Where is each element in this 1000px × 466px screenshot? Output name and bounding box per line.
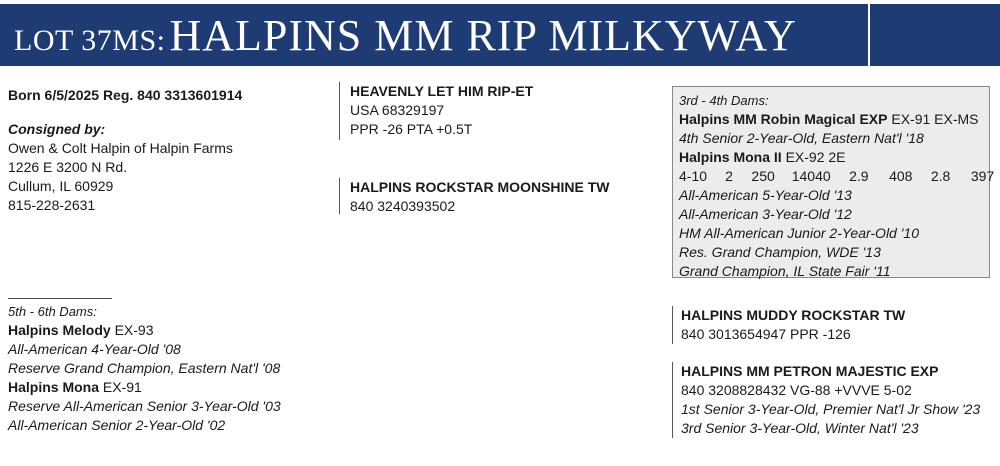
dam6-award: All-American Senior 2-Year-Old '02	[8, 417, 226, 433]
consignor-line: Owen & Colt Halpin of Halpin Farms	[8, 140, 233, 156]
dam4-award: All-American 5-Year-Old '13	[679, 187, 852, 203]
dam5-award: All-American 4-Year-Old '08	[8, 341, 181, 357]
dams-5-6-label: 5th - 6th Dams:	[8, 304, 97, 319]
perf-fat-pct: 2.9	[849, 168, 869, 184]
dam4-award: Grand Champion, IL State Fair '11	[679, 263, 891, 279]
dams-3-4	[672, 86, 995, 279]
dam4-production	[679, 167, 995, 186]
sire-name: HEAVENLY LET HIM RIP-ET	[350, 83, 534, 99]
dam5-score: EX-93	[110, 322, 154, 338]
perf-pro: 397	[970, 168, 995, 184]
dam4-score: EX-92 2E	[781, 149, 846, 165]
lot-title	[14, 10, 797, 61]
perf-lact: 2	[725, 168, 733, 184]
grand-dam-sire-reg: 840 3208828432 VG-88 +VVVE 5-02	[681, 382, 912, 398]
dam5-line	[8, 321, 281, 340]
dams-5-6	[8, 302, 281, 435]
dam5-name: Halpins Melody	[8, 322, 111, 338]
grand-dam-sire-block	[672, 362, 980, 438]
animal-name: HALPINS MM RIP MILKYWAY	[169, 11, 797, 60]
dam3-award: 4th Senior 2-Year-Old, Eastern Nat'l '18	[679, 130, 924, 146]
lot-header-panel	[0, 4, 870, 66]
born-reg: Born 6/5/2025 Reg. 840 3313601914	[8, 87, 243, 103]
perf-days: 250	[751, 168, 775, 184]
perf-pro-pct: 2.8	[930, 168, 951, 184]
grand-dam-sire-award: 3rd Senior 3-Year-Old, Winter Nat'l '23	[681, 420, 919, 436]
dam4-name: Halpins Mona II	[679, 149, 782, 165]
dam4-award: HM All-American Junior 2-Year-Old '10	[679, 225, 919, 241]
dam6-award: Reserve All-American Senior 3-Year-Old '03	[8, 398, 281, 414]
perf-age: 4-10	[679, 168, 708, 184]
divider	[8, 298, 112, 299]
perf-milk: 14040	[791, 168, 831, 184]
dam4-award: Res. Grand Champion, WDE '13	[679, 244, 881, 260]
dam3-score: EX-91 EX-MS	[887, 111, 979, 127]
dam4-line	[679, 148, 983, 167]
dam6-score: EX-91	[99, 379, 142, 395]
sire-block	[339, 82, 533, 140]
grand-dam-sire-award: 1st Senior 3-Year-Old, Premier Nat'l Jr Show '23	[681, 401, 981, 417]
dam4-award: All-American 3-Year-Old '12	[679, 206, 852, 222]
consigned-label: Consigned by:	[8, 121, 106, 137]
dam3-name: Halpins MM Robin Magical EXP	[679, 111, 888, 127]
dams-3-4-label: 3rd - 4th Dams:	[679, 93, 769, 108]
consignor-line: 1226 E 3200 N Rd.	[8, 159, 128, 175]
dam3-line	[679, 110, 983, 129]
lot-header	[0, 4, 1000, 66]
dam-reg: 840 3240393502	[350, 198, 456, 214]
grand-dam-sire-name: HALPINS MM PETRON MAJESTIC EXP	[681, 363, 939, 379]
perf-fat: 408	[889, 168, 913, 184]
dam6-name: Halpins Mona	[8, 379, 100, 395]
animal-info	[8, 86, 242, 215]
maternal-sire-block	[672, 306, 905, 344]
consignor-line: 815-228-2631	[8, 197, 96, 213]
maternal-sire-reg: 840 3013654947 PPR -126	[681, 326, 851, 342]
consignor-line: Cullum, IL 60929	[8, 178, 114, 194]
sire-reg: USA 68329197	[350, 102, 445, 118]
dam5-award: Reserve Grand Champion, Eastern Nat'l '08	[8, 360, 281, 376]
lot-number: LOT 37MS:	[14, 24, 166, 57]
sire-stats: PPR -26 PTA +0.5T	[350, 121, 473, 137]
dam-name: HALPINS ROCKSTAR MOONSHINE TW	[350, 179, 610, 195]
dam-block	[339, 178, 610, 214]
dam6-line	[8, 378, 281, 397]
maternal-sire-name: HALPINS MUDDY ROCKSTAR TW	[681, 307, 906, 323]
